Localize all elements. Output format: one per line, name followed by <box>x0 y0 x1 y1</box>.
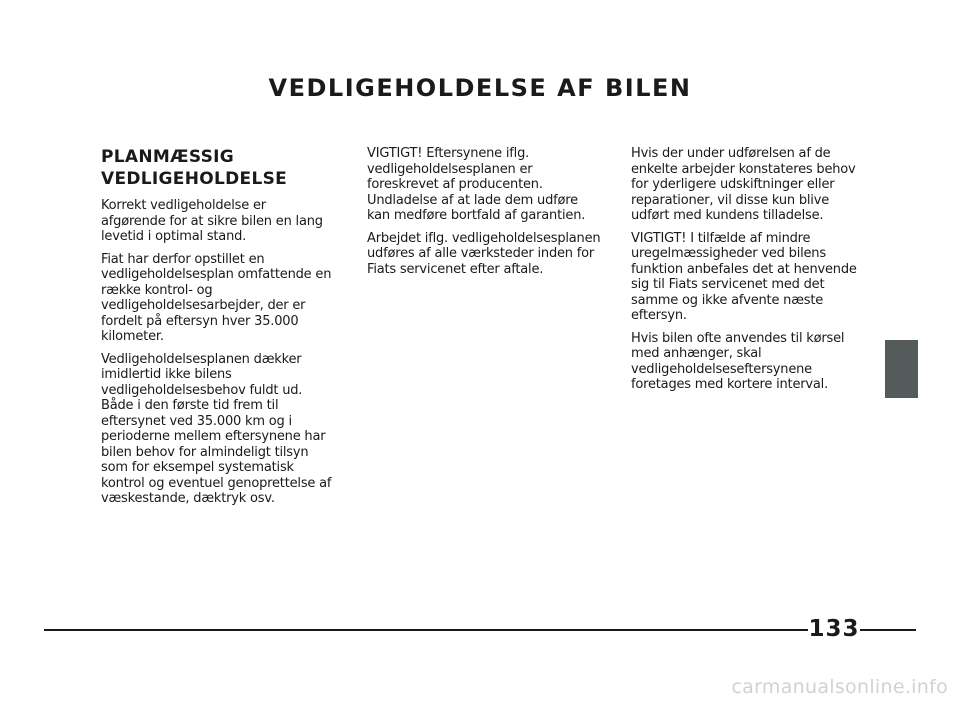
page-number: 133 <box>808 616 860 642</box>
page-title: VEDLIGEHOLDELSE AF BILEN <box>268 74 692 102</box>
column-3 <box>631 146 863 400</box>
chapter-thumb-tab <box>885 340 918 398</box>
column-2 <box>367 146 603 284</box>
paragraph: VIGTIGT! Eftersynene iflg. vedligeholdelsesplanen er foreskrevet af producenten. Undladelse af at lade dem udføre kan medføre bortfald af garantien. <box>367 146 586 223</box>
section-heading-line-2: VEDLIGEHOLDELSE <box>101 169 288 189</box>
paragraph: Hvis bilen ofte anvendes til kørsel med anhænger, skal vedligeholdelseseftersynene foretages med kortere interval. <box>631 330 845 392</box>
column-1 <box>101 146 333 514</box>
footer-rule <box>44 629 808 631</box>
paragraph: Korrekt vedligeholdelse er afgørende for at sikre bilen en lang levetid i optimal stand. <box>101 198 323 244</box>
paragraph: Vedligeholdelsesplanen dækker imidlertid ikke bilens vedligeholdelsesbehov fuldt ud. Både i den første tid frem til eftersynet ved 35.000 km og i perioderne mellem eftersynene har bilen behov for almindeligt tilsyn som for eksempel systematisk kontrol og eventuel genoprettelse af væskestande, dæktryk osv. <box>101 351 332 506</box>
paragraph: VIGTIGT! I tilfælde af mindre uregelmæssigheder ved bilens funktion anbefales det at henvende sig til Fiats servicenet med det samme og ikke afvente næste eftersyn. <box>631 230 857 323</box>
section-heading-line-1: PLANMÆSSIG <box>101 147 235 167</box>
paragraph: Hvis der under udførelsen af de enkelte arbejder konstateres behov for yderligere udskiftninger eller reparationer, vil disse kun blive udført med kundens tilladelse. <box>631 146 856 223</box>
paragraph: Fiat har derfor opstillet en vedligeholdelsesplan omfattende en række kontrol- og vedligeholdelsesarbejder, der er fordelt på eftersyn hver 35.000 kilometer. <box>101 251 332 344</box>
paragraph: Arbejdet iflg. vedligeholdelsesplanen udføres af alle værksteder inden for Fiats servicenet efter aftale. <box>367 230 601 277</box>
watermark: carmanualsonline.info <box>731 676 948 698</box>
section-heading <box>101 146 333 190</box>
footer-rule <box>860 629 916 631</box>
